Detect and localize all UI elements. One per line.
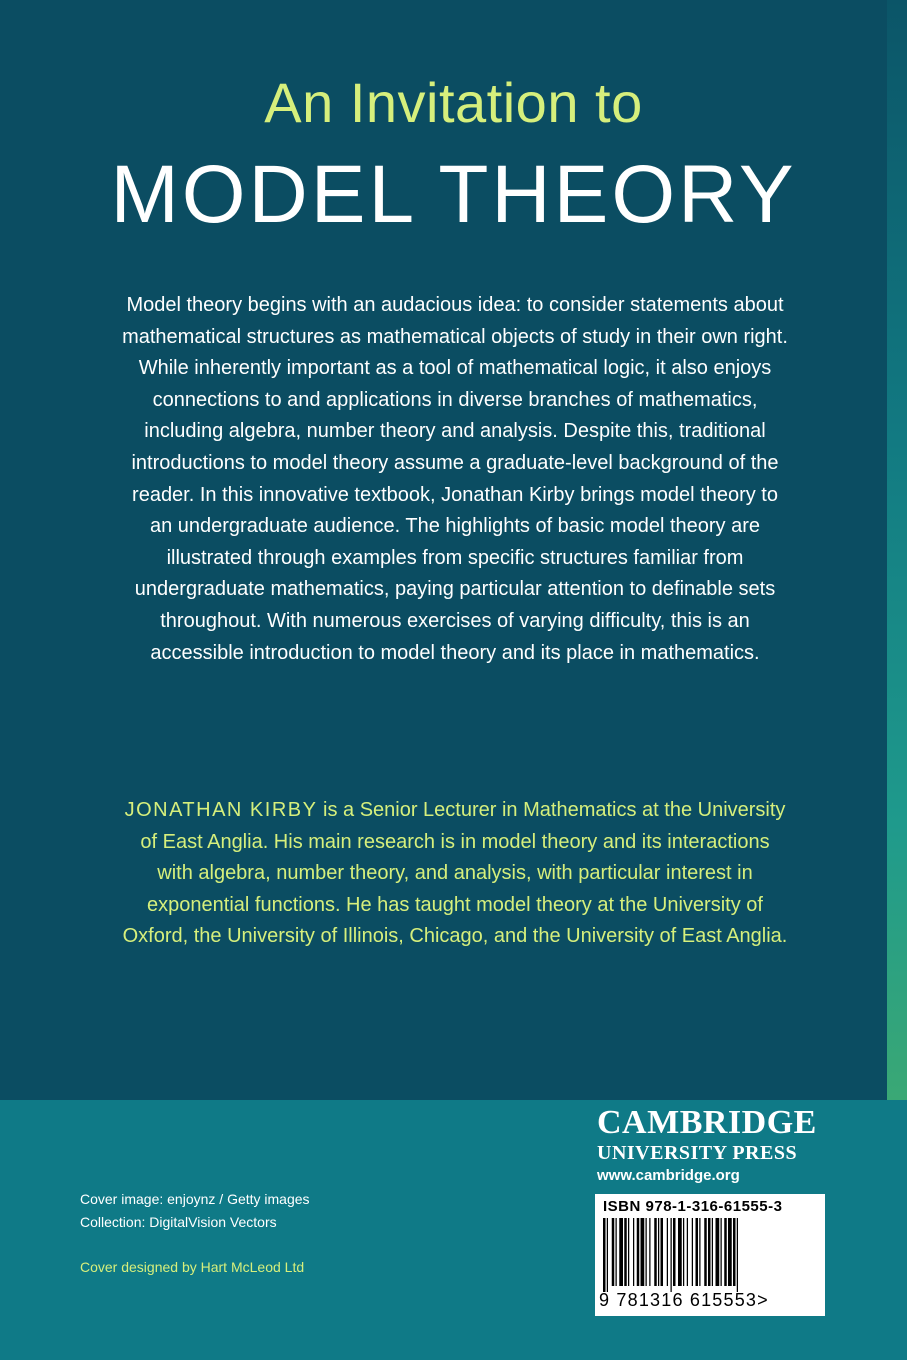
book-description: Model theory begins with an audacious idea: to consider statements about mathematical structures as mathematical objects of study in their own right. While inherently important as a tool of mathematical logic, it also enjoys connections to and applications in diverse branches of mathematics, including algebra, number theory and analysis. Despite this, traditional introductions to model theory assume a graduate-level background of the reader. In this innovative textbook, Jonathan Kirby brings model theory to an undergraduate audience. The highlights of basic model theory are illustrated through examples from specific structures familiar from undergraduate mathematics, paying particular attention to definable sets throughout. With numerous exercises of varying difficulty, this is an accessible introduction to model theory and its place in mathematics. <box>122 294 788 664</box>
isbn-number: ISBN 978-1-316-61555-3 <box>603 1198 783 1215</box>
barcode-icon <box>601 1218 817 1292</box>
publisher-url: www.cambridge.org <box>597 1167 740 1184</box>
publisher-name: CAMBRIDGE <box>597 1104 817 1141</box>
ean-suffix: > <box>757 1290 769 1310</box>
ean-digits <box>599 1290 769 1311</box>
author-name: JONATHAN KIRBY <box>124 799 318 821</box>
title-line-2: MODEL THEORY <box>110 149 797 240</box>
cover-credits <box>80 1188 310 1234</box>
title-line-1: An Invitation to <box>264 71 643 134</box>
credit-image: Cover image: enjoynz / Getty images <box>80 1191 310 1207</box>
author-bio <box>120 795 790 953</box>
publisher-subtitle: UNIVERSITY PRESS <box>597 1142 798 1164</box>
barcode-box <box>595 1194 825 1316</box>
publisher-logo <box>597 1104 837 1188</box>
author-bio-text: is a Senior Lecturer in Mathematics at the University of East Anglia. His main research is in model theory and its interactions with algebra, number theory, and analysis, with particular interest in exponential functions. He has taught model theory at the University of Oxford, the University of Illinois, Chicago, and the University of East Anglia. <box>122 799 788 948</box>
credit-designer: Cover designed by Hart McLeod Ltd <box>80 1259 305 1275</box>
ean-number: 9 781316 615553 <box>599 1290 758 1310</box>
credit-collection: Collection: DigitalVision Vectors <box>80 1214 277 1230</box>
